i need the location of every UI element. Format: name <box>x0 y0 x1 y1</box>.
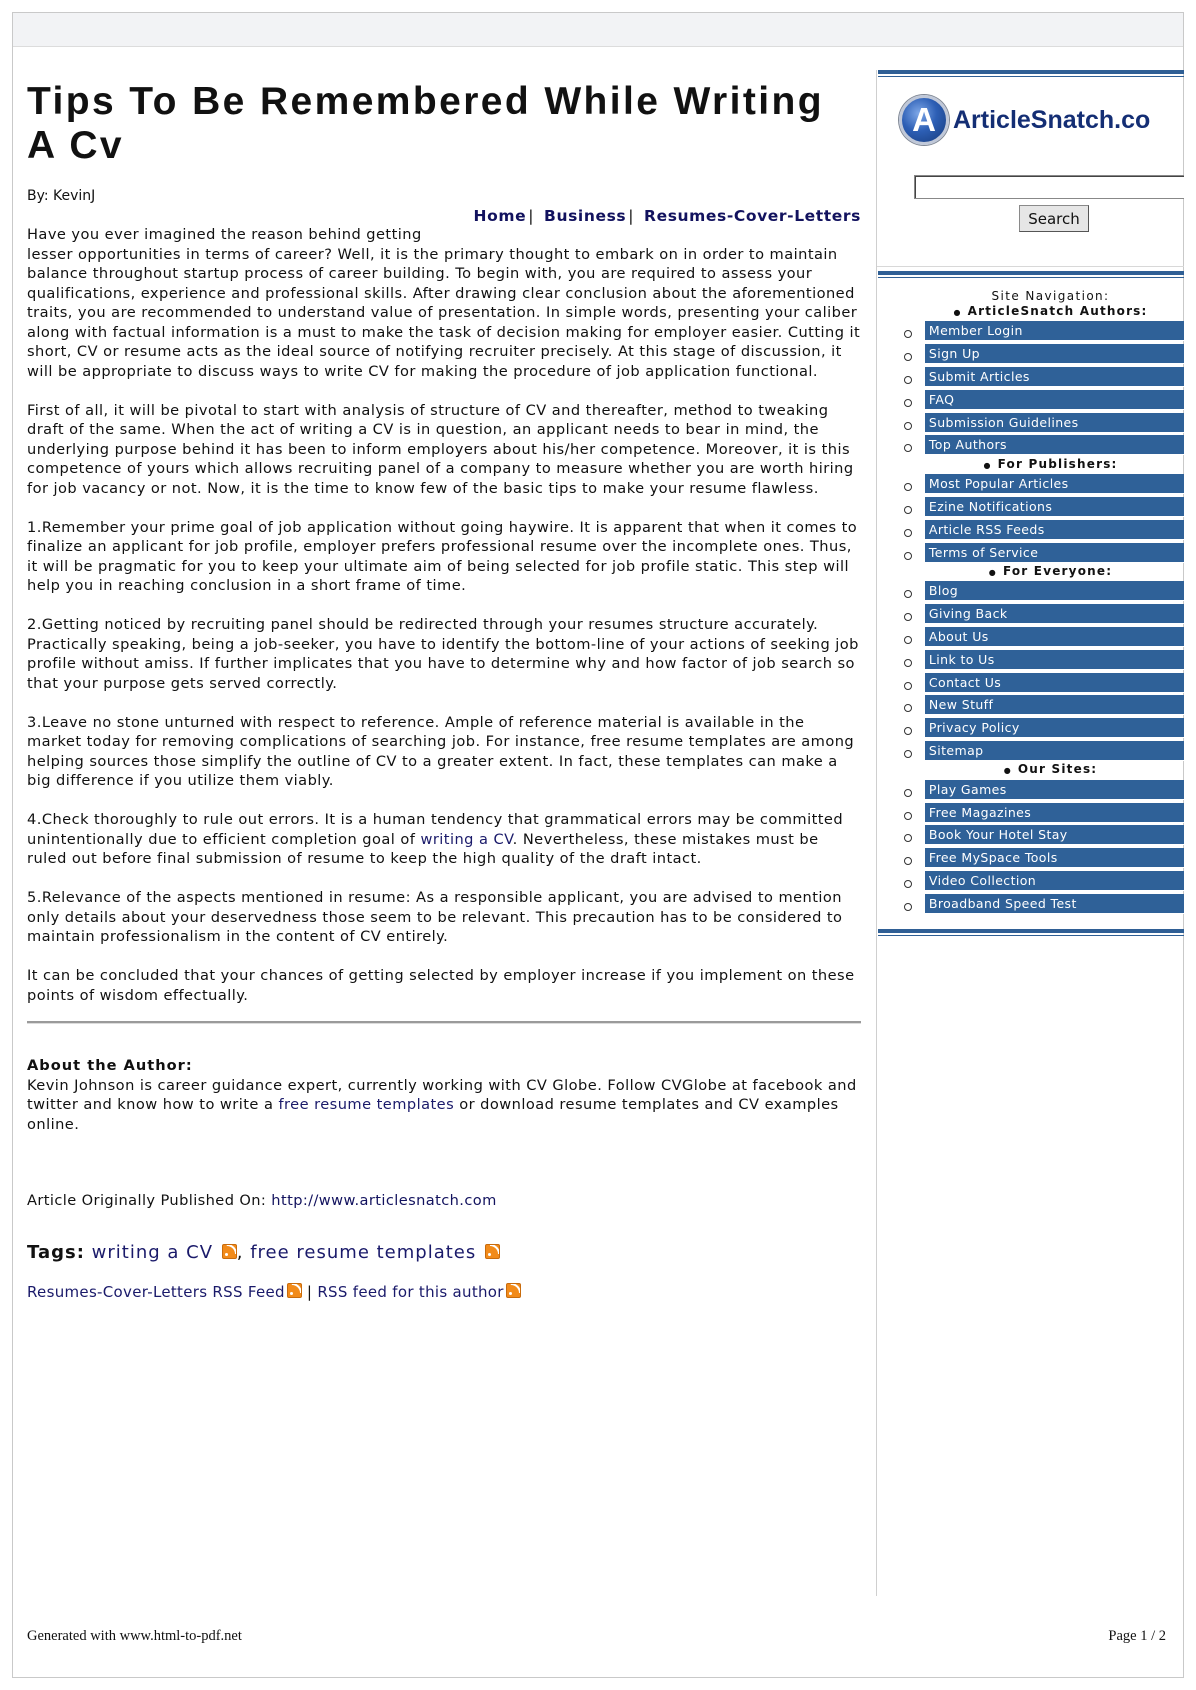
bullet-icon: ● <box>953 308 962 317</box>
nav-link-sign-up[interactable]: Sign Up <box>925 344 1184 364</box>
nav-section-heading <box>917 304 1184 320</box>
breadcrumb-separator: | <box>628 207 635 225</box>
nav-link-contact-us[interactable]: Contact Us <box>925 673 1184 693</box>
nav-section-heading <box>917 762 1184 778</box>
nav-link-privacy-policy[interactable]: Privacy Policy <box>925 718 1184 738</box>
circle-bullet-icon <box>904 444 912 452</box>
circle-bullet-icon <box>904 330 912 338</box>
circle-bullet-icon <box>904 750 912 758</box>
tag-link[interactable]: free resume templates <box>250 1242 477 1263</box>
breadcrumb-home-link[interactable]: Home <box>473 207 527 225</box>
circle-bullet-icon <box>904 834 912 842</box>
nav-item <box>877 892 1184 915</box>
author-text: or download resume templates and CV examples online. <box>27 1096 839 1133</box>
feeds-separator: | <box>301 1283 318 1301</box>
writing-a-cv-link[interactable]: writing a CV <box>420 830 513 848</box>
nav-item <box>877 603 1184 626</box>
author-text: Kevin Johnson is career guidance expert, currently working with CV Globe. Follow CVGlobe at facebook and twitter and know how to write a <box>27 1076 857 1113</box>
nav-link-faq[interactable]: FAQ <box>925 390 1184 410</box>
nav-section-heading <box>917 564 1184 580</box>
rss-icon[interactable] <box>485 1244 500 1259</box>
sidebar-nav-rule <box>878 277 1184 278</box>
nav-item <box>877 824 1184 847</box>
nav-item <box>877 626 1184 649</box>
nav-link-submit-articles[interactable]: Submit Articles <box>925 367 1184 387</box>
nav-link-giving-back[interactable]: Giving Back <box>925 604 1184 624</box>
circle-bullet-icon <box>904 903 912 911</box>
nav-item <box>877 541 1184 564</box>
nav-section-title: ArticleSnatch Authors: <box>967 304 1148 318</box>
sidebar-bottom-rule <box>878 935 1184 936</box>
rss-icon[interactable] <box>287 1283 302 1298</box>
top-strip <box>13 13 1183 47</box>
nav-item <box>877 671 1184 694</box>
article-paragraph: It can be concluded that your chances of getting selected by employer increase if you implement on these points of wisdom effectually. <box>27 967 855 1004</box>
circle-bullet-icon <box>904 857 912 865</box>
article-paragraph: First of all, it will be pivotal to start with analysis of structure of CV and thereafter, method to tweaking draft of the same. When the act of writing a CV is in question, an applicant needs to bear in mind, the underlying purpose behind it has been to inform employers about his/her competence. Moreover, it is this competence of yours which allows recruiting panel of a company to measure whether you are worth hiring for job vacancy or not. Now, it is the time to know few of the basic tips to make your resume flawless. <box>27 401 854 497</box>
nav-link-play-games[interactable]: Play Games <box>925 780 1184 800</box>
circle-bullet-icon <box>904 552 912 560</box>
circle-bullet-icon <box>904 727 912 735</box>
breadcrumb-category-link[interactable]: Resumes-Cover-Letters <box>644 207 861 225</box>
nav-item <box>877 778 1184 801</box>
nav-link-free-magazines[interactable]: Free Magazines <box>925 803 1184 823</box>
published-on <box>27 1192 861 1209</box>
divider <box>27 1021 861 1024</box>
paragraph-text: 4.Check thoroughly to rule out errors. It is a human tendency that grammatical errors may be committed unintentionally due to efficient completion goal of <box>27 811 844 848</box>
circle-bullet-icon <box>904 812 912 820</box>
category-rss-feed-link[interactable]: Resumes-Cover-Letters RSS Feed <box>27 1283 285 1301</box>
article-paragraph: lesser opportunities in terms of career? Well, it is the primary thought to embark on in order to maintain balance throughout startup process of career building. To begin with, you are required to assess your qualifications, experience and professional skills. After drawing clear conclusion about the aforementioned traits, you are recommended to understand value of presentation. In simple words, presenting your caliber along with factual information is a must to make the task of decision making for employer easier. Cutting it short, CV or resume acts as the ideal source of notifying recruiter precisely. At this stage of discussion, it will be appropriate to discuss ways to write CV for making the procedure of job application functional. <box>27 245 861 380</box>
sidebar-nav-bar <box>878 271 1184 275</box>
nav-section-title: Our Sites: <box>1017 762 1098 777</box>
circle-bullet-icon <box>904 704 912 712</box>
sidebar <box>876 70 1184 1596</box>
nav-link-top-authors[interactable]: Top Authors <box>925 435 1184 455</box>
logo-text: ArticleSnatch.co <box>953 105 1151 134</box>
nav-link-broadband-speed-test[interactable]: Broadband Speed Test <box>925 894 1184 914</box>
article-paragraph: 2.Getting noticed by recruiting panel should be redirected through your resumes structure accurately. Practically speaking, being a job-seeker, you have to identify the bottom-line of your actions of seeking job profile without amiss. If further implicates that you have to determine why and how factor of job search so that your purpose gets served correctly. <box>27 616 859 692</box>
nav-section-title: For Everyone: <box>1002 563 1113 578</box>
nav-link-ezine-notifications[interactable]: Ezine Notifications <box>925 497 1184 517</box>
nav-item <box>877 580 1184 603</box>
nav-link-sitemap[interactable]: Sitemap <box>925 741 1184 761</box>
nav-item <box>877 434 1184 457</box>
nav-item <box>877 388 1184 411</box>
circle-bullet-icon <box>904 659 912 667</box>
rss-icon[interactable] <box>222 1244 237 1259</box>
search-button[interactable]: Search <box>1019 205 1089 232</box>
bullet-icon: ● <box>983 460 992 470</box>
nav-item <box>877 366 1184 389</box>
nav-link-article-rss-feeds[interactable]: Article RSS Feeds <box>925 520 1184 540</box>
nav-item <box>877 411 1184 434</box>
about-author-heading: About the Author: <box>27 1057 193 1074</box>
circle-bullet-icon <box>904 353 912 361</box>
breadcrumb <box>27 207 861 225</box>
circle-bullet-icon <box>904 399 912 407</box>
circle-bullet-icon <box>904 880 912 888</box>
nav-item <box>877 717 1184 740</box>
author-rss-feed-link[interactable]: RSS feed for this author <box>317 1283 504 1301</box>
article-paragraph: 1.Remember your prime goal of job application without going haywire. It is apparent that when it comes to finalize an applicant for job profile, employer prefers professional resume over the incomplete ones. Thus, it will be pragmatic for you to keep your ultimate aim of being selected for job profile static. This step will help you in reaching conclusion in a short frame of time. <box>27 518 858 594</box>
published-label: Article Originally Published On: <box>27 1192 272 1209</box>
nav-link-member-login[interactable]: Member Login <box>925 321 1184 341</box>
rss-icon[interactable] <box>506 1283 521 1298</box>
nav-link-link-to-us[interactable]: Link to Us <box>925 650 1184 670</box>
article-paragraph: 3.Leave no stone unturned with respect to reference. Ample of reference material is available in the market today for removing complications of searching job. For instance, free resume templates are among helping sources those simplify the outline of CV to a greater extent. In fact, these templates can make a big difference if you utilize them viably. <box>27 713 855 789</box>
sidebar-top-bar <box>878 70 1184 74</box>
tag-link[interactable]: writing a CV <box>91 1242 214 1263</box>
nav-section-heading <box>917 457 1184 473</box>
nav-link-book-your-hotel-stay[interactable]: Book Your Hotel Stay <box>925 825 1184 845</box>
articlesnatch-logo[interactable] <box>899 95 1150 145</box>
site-navigation-title: Site Navigation: <box>991 289 1110 303</box>
nav-item <box>877 801 1184 824</box>
circle-bullet-icon <box>904 789 912 797</box>
nav-link-most-popular-articles[interactable]: Most Popular Articles <box>925 474 1184 494</box>
article-paragraph <box>27 810 861 869</box>
nav-item <box>877 694 1184 717</box>
footer-generated: Generated with www.html-to-pdf.net <box>27 1628 242 1644</box>
nav-link-about-us[interactable]: About Us <box>925 627 1184 647</box>
nav-link-new-stuff[interactable]: New Stuff <box>925 695 1184 715</box>
nav-item <box>877 496 1184 519</box>
nav-sections <box>877 304 1184 915</box>
footer-page-number: Page 1 / 2 <box>1108 1628 1166 1644</box>
circle-bullet-icon <box>904 376 912 384</box>
nav-section-title: For Publishers: <box>997 456 1118 471</box>
circle-bullet-icon <box>904 590 912 598</box>
nav-link-blog[interactable]: Blog <box>925 581 1184 601</box>
article-body <box>27 225 861 1005</box>
nav-link-submission-guidelines[interactable]: Submission Guidelines <box>925 413 1184 433</box>
nav-link-free-myspace-tools[interactable]: Free MySpace Tools <box>925 848 1184 868</box>
nav-item <box>877 870 1184 893</box>
site-navigation <box>877 286 1184 915</box>
nav-link-video-collection[interactable]: Video Collection <box>925 871 1184 891</box>
feeds-row <box>27 1283 861 1301</box>
breadcrumb-business-link[interactable]: Business <box>544 207 627 225</box>
circle-bullet-icon <box>904 613 912 621</box>
nav-item <box>877 473 1184 496</box>
nav-link-terms-of-service[interactable]: Terms of Service <box>925 543 1184 563</box>
nav-item <box>877 847 1184 870</box>
circle-bullet-icon <box>904 506 912 514</box>
nav-item <box>877 518 1184 541</box>
circle-bullet-icon <box>904 483 912 491</box>
search-input[interactable] <box>914 175 1184 199</box>
nav-item <box>877 648 1184 671</box>
circle-bullet-icon <box>904 422 912 430</box>
article-intro-line: Have you ever imagined the reason behind getting <box>27 226 422 243</box>
bullet-icon: ● <box>988 567 997 577</box>
article-byline: By: KevinJ <box>27 188 96 204</box>
about-author-text <box>27 1076 861 1135</box>
sidebar-bottom-bar <box>878 929 1184 933</box>
circle-bullet-icon <box>904 636 912 644</box>
article-paragraph: 5.Relevance of the aspects mentioned in resume: As a responsible applicant, you are advised to mention only details about your deservedness those seem to be relevant. This precaution has to be considered to maintain professionalism in the content of CV entirely. <box>27 889 843 945</box>
article-title: Tips To Be Remembered While Writing A Cv <box>27 80 824 167</box>
article-main <box>27 80 861 1301</box>
paragraph-text: . Nevertheless, these mistakes must be ruled out before final submission of resume to keep the high quality of the draft intact. <box>27 830 819 867</box>
nav-item <box>877 343 1184 366</box>
circle-bullet-icon <box>904 529 912 537</box>
free-resume-templates-link[interactable]: free resume templates <box>278 1096 455 1113</box>
nav-item <box>877 320 1184 343</box>
logo-search-box <box>877 77 1184 267</box>
tags-label: Tags: <box>27 1242 85 1263</box>
bullet-icon: ● <box>1003 766 1012 776</box>
published-url-link[interactable]: http://www.articlesnatch.com <box>271 1192 497 1209</box>
breadcrumb-separator: | <box>528 207 535 225</box>
tags-row: Tags: writing a CV , free resume templates <box>27 1242 861 1263</box>
circle-bullet-icon <box>904 682 912 690</box>
logo-a-icon: A <box>899 95 949 145</box>
nav-item <box>877 740 1184 763</box>
